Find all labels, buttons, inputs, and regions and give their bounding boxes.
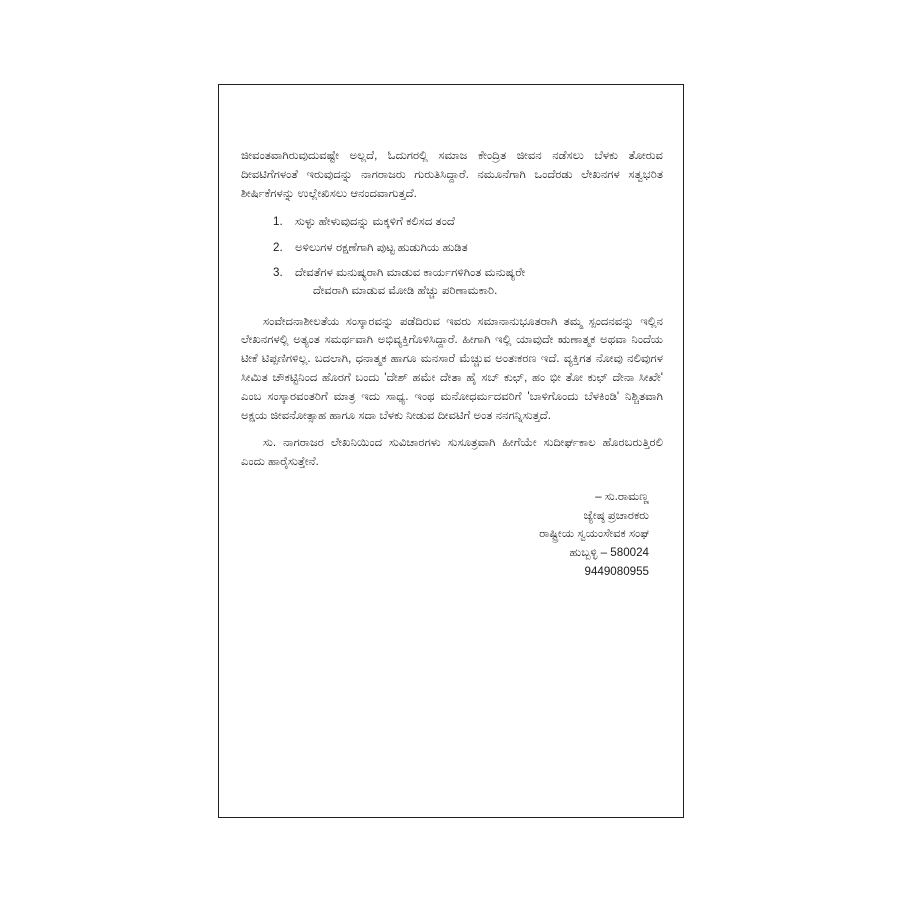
signature-address: ಹುಬ್ಬಳ್ಳಿ – 580024 [569,546,649,560]
paragraph-1: ಜೀವಂತವಾಗಿರುವುದುವಷ್ಟೇ ಅಲ್ಲದೆ, ಓದುಗರಲ್ಲಿ ಸಮಾಜ ಕೇಂದ್ರಿತ ಜೀವನ ನಡೆಸಲು ಬೆಳಕು ತೋರುವ ದೀವಟಿಗೆಗಳಂತೆ ಇರುವುದನ್ನು ನಾಗರಾಜರು ಗುರುತಿಸಿದ್ದಾರೆ. ನಮೂನೆಗಾಗಿ ಒಂದೆರಡು ಲೇಖನಗಳ ಸತ್ವಭರಿತ ಶೀರ್ಷಿಕೆಗಳನ್ನು ಉಲ್ಲೇಖಿಸಲು ಆನಂದವಾಗುತ್ತದೆ. [241,149,663,200]
list-item-label: ದೇವತೆಗಳ ಮನುಷ್ಯರಾಗಿ ಮಾಡುವ ಕಾರ್ಯಗಳಿಗಿಂತ ಮನುಷ್ಯರೇ [295,265,526,279]
list-item-label: ಸುಳ್ಳು ಹೇಳುವುದನ್ನು ಮಕ್ಕಳಿಗೆ ಕಲಿಸದ ತಂದೆ [295,215,455,229]
paragraph-2: ಸಂವೇದನಾಶೀಲತೆಯ ಸಂಸ್ಕಾರವನ್ನು ಪಡೆದಿರುವ ಇವರು ಸಮಾನಾನುಭೂತರಾಗಿ ತಮ್ಮ ಸ್ಪಂದನವನ್ನು ಇಲ್ಲಿನ ಲೇಖನಗಳಲ್ಲಿ ಅತ್ಯಂತ ಸಮರ್ಥವಾಗಿ ಅಭಿವ್ಯಕ್ತಿಗೊಳಿಸಿದ್ದಾರೆ. ಹೀಗಾಗಿ ಇಲ್ಲಿ ಯಾವುದೇ ಋಣಾತ್ಮಕ ಅಥವಾ ನಿಂದೆಯ ಟೀಕೆ ಟಿಪ್ಪಣಿಗಳಿಲ್ಲ. ಬದಲಾಗಿ, ಧನಾತ್ಮಕ ಹಾಗೂ ಮನಸಾರೆ ಮೆಚ್ಚುವ ಅಂತಃಕರಣ ಇದೆ. ವ್ಯಕ್ತಿಗತ ನೋವು ನಲಿವುಗಳ ಸೀಮಿತ ಚೌಕಟ್ಟಿನಿಂದ ಹೊರಗೆ ಬಂದು 'ದೇಶ್ ಹಮೇ ದೇತಾ ಹೈ ಸಬ್ ಕುಛ್, ಹಂ ಭೀ ತೋ ಕುಛ್ ದೇನಾ ಸೀಖೇ' ಎಂಬ ಸಂಸ್ಕಾರವಂತರಿಗೆ ಮಾತ್ರ ಇದು ಸಾಧ್ಯ. ಇಂಥ ಮನೋಧರ್ಮದವರಿಗೆ 'ಬಾಳಿಗೊಂದು ಬೆಳಕಿಂಡಿ' ನಿಶ್ಚಿತವಾಗಿ ಅಕ್ಷಯ ಜೀವನೋತ್ಸಾಹ ಹಾಗೂ ಸದಾ ಬೆಳಕು ನೀಡುವ ದೀವಟಿಗೆ ಅಂತ ನನಗನ್ನಿಸುತ್ತದೆ. [241,314,663,422]
list-item-number: 1. [273,215,283,229]
page-sheet [218,84,684,818]
list-item-continuation: ದೇವರಾಗಿ ಮಾಡುವ ಮೋಡಿ ಹೆಚ್ಚು ಪರಿಣಾಮಕಾರಿ. [313,284,498,298]
signature-organization: ರಾಷ್ಟ್ರೀಯ ಸ್ವಯಂಸೇವಕ ಸಂಘ [539,527,649,541]
signature-designation: ಜ್ಯೇಷ್ಠ ಪ್ರಚಾರಕರು [583,508,649,522]
signature-name: – ಸು.ರಾಮಣ್ಣ [595,489,649,503]
list-item-label: ಅಳಿಲುಗಳ ರಕ್ಷಣೆಗಾಗಿ ಪುಟ್ಟ ಹುಡುಗಿಯ ಹುಡಿತ [295,240,468,254]
signature-phone: 9449080955 [584,564,649,578]
list-item [241,213,663,231]
list-item-number: 2. [273,240,283,254]
paragraph-3: ಸು. ನಾಗರಾಜರ ಲೇಖನಿಯಿಂದ ಸುವಿಚಾರಗಳು ಸುಸೂತ್ರವಾಗಿ ಹೀಗೆಯೇ ಸುದೀರ್ಘಕಾಲ ಹೊರಬರುತ್ತಿರಲಿ ಎಂದು ಹಾರೈಸುತ್ತೇನೆ. [241,436,663,469]
list-item [241,264,663,301]
list-item [241,239,663,257]
signature-block [241,488,663,582]
list-item-number: 3. [273,265,283,279]
numbered-list [241,213,663,300]
page-text-body [241,147,663,582]
